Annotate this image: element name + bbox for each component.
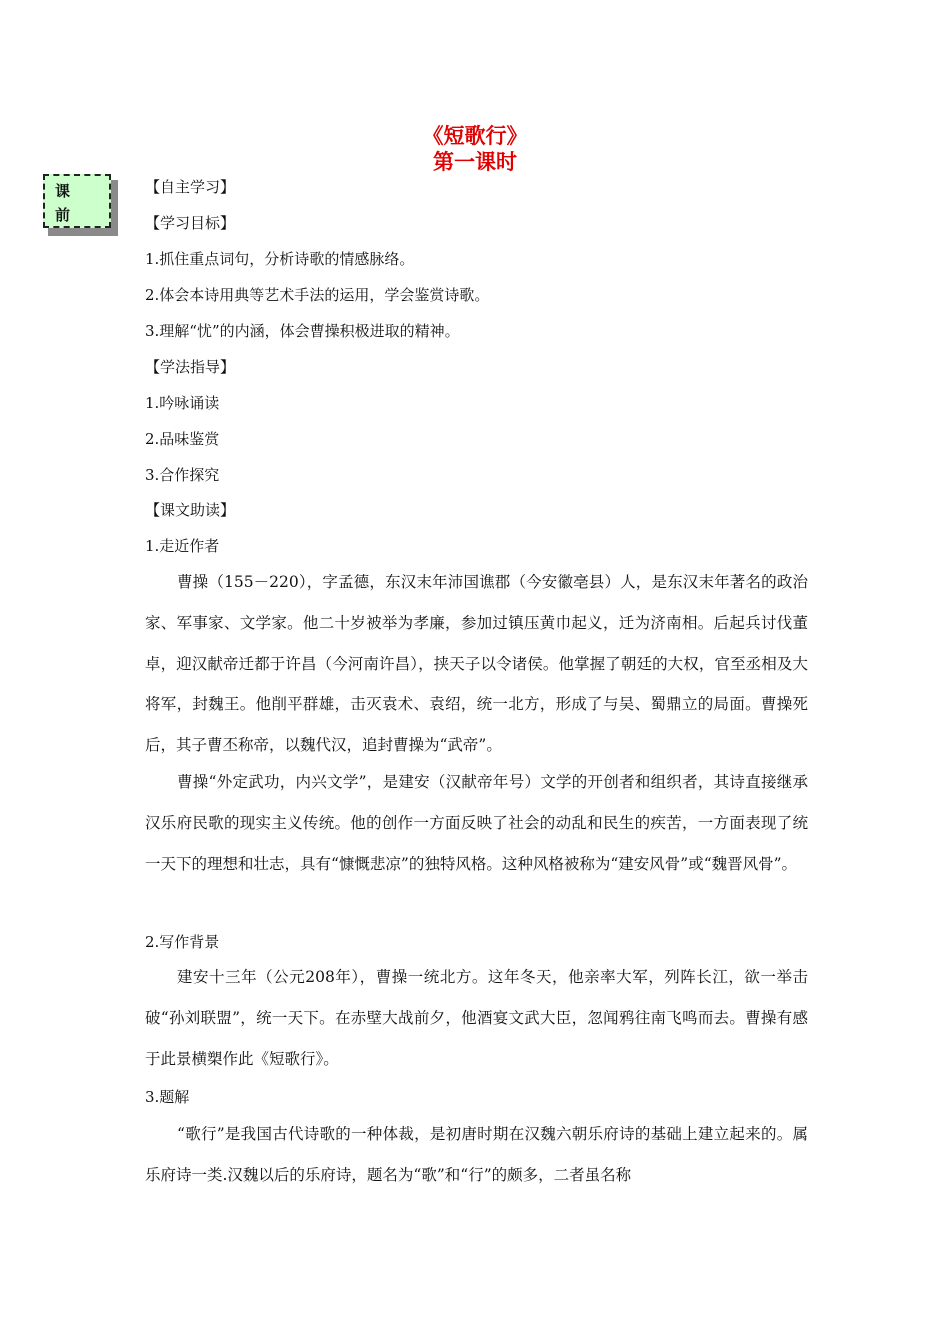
heading-guide: 【课文助读】 (145, 501, 236, 519)
author-paragraph-1: 曹操（155－220），字孟德，东汉末年沛国谯郡（今安徽亳县）人，是东汉末年著名的政治家、军事家、文学家。他二十岁被举为孝廉，参加过镇压黄巾起义，迁为济南相。后起兵讨伐董卓，迎汉献帝迁都于许昌（今河南许昌），挟天子以令诸侯。他掌握了朝廷的大权，官至丞相及大将军，封魏王。他削平群雄，击灭袁术、袁绍，统一北方，形成了与吴、蜀鼎立的局面。曹操死后，其子曹丕称帝，以魏代汉，追封曹操为“武帝”。 (145, 573, 808, 755)
title-paragraph: “歌行”是我国古代诗歌的一种体裁，是初唐时期在汉魏六朝乐府诗的基础上建立起来的。属乐府诗一类.汉魏以后的乐府诗，题名为“歌”和“行”的颇多，二者虽名称 (145, 1125, 808, 1184)
heading-objectives: 【学习目标】 (145, 214, 236, 232)
stamp-char-1: 课 (55, 182, 71, 200)
method-item: 3.合作探究 (145, 466, 220, 484)
objective-item: 3.理解“忧”的内涵，体会曹操积极进取的精神。 (145, 322, 460, 340)
page-subtitle: 第一课时 (433, 150, 517, 174)
background-paragraph: 建安十三年（公元208年），曹操一统北方。这年冬天，他亲率大军，列阵长江，欲一举击破“孙刘联盟”，统一天下。在赤壁大战前夕，他酒宴文武大臣，忽闻鸦往南飞鸣而去。曹操有感于此景横槊作此《短歌行》。 (145, 968, 808, 1068)
heading-methods: 【学法指导】 (145, 358, 236, 376)
page-title: 《短歌行》 (422, 124, 528, 148)
objective-item: 1.抓住重点词句，分析诗歌的情感脉络。 (145, 250, 415, 268)
section-stamp (43, 174, 111, 228)
heading-self-study: 【自主学习】 (145, 178, 236, 196)
method-item: 2.品味鉴赏 (145, 430, 220, 448)
section-heading-title: 3.题解 (145, 1088, 190, 1106)
objective-item: 2.体会本诗用典等艺术手法的运用，学会鉴赏诗歌。 (145, 286, 490, 304)
section-heading-background: 2.写作背景 (145, 933, 220, 951)
author-paragraph-2: 曹操“外定武功，内兴文学”，是建安（汉献帝年号）文学的开创者和组织者，其诗直接继承汉乐府民歌的现实主义传统。他的创作一方面反映了社会的动乱和民生的疾苦，一方面表现了统一天下的理想和壮志，具有“慷慨悲凉”的独特风格。这种风格被称为“建安风骨”或“魏晋风骨”。 (145, 773, 808, 873)
stamp-char-2: 前 (55, 206, 71, 224)
method-item: 1.吟咏诵读 (145, 394, 220, 412)
section-heading-author: 1.走近作者 (145, 537, 220, 555)
